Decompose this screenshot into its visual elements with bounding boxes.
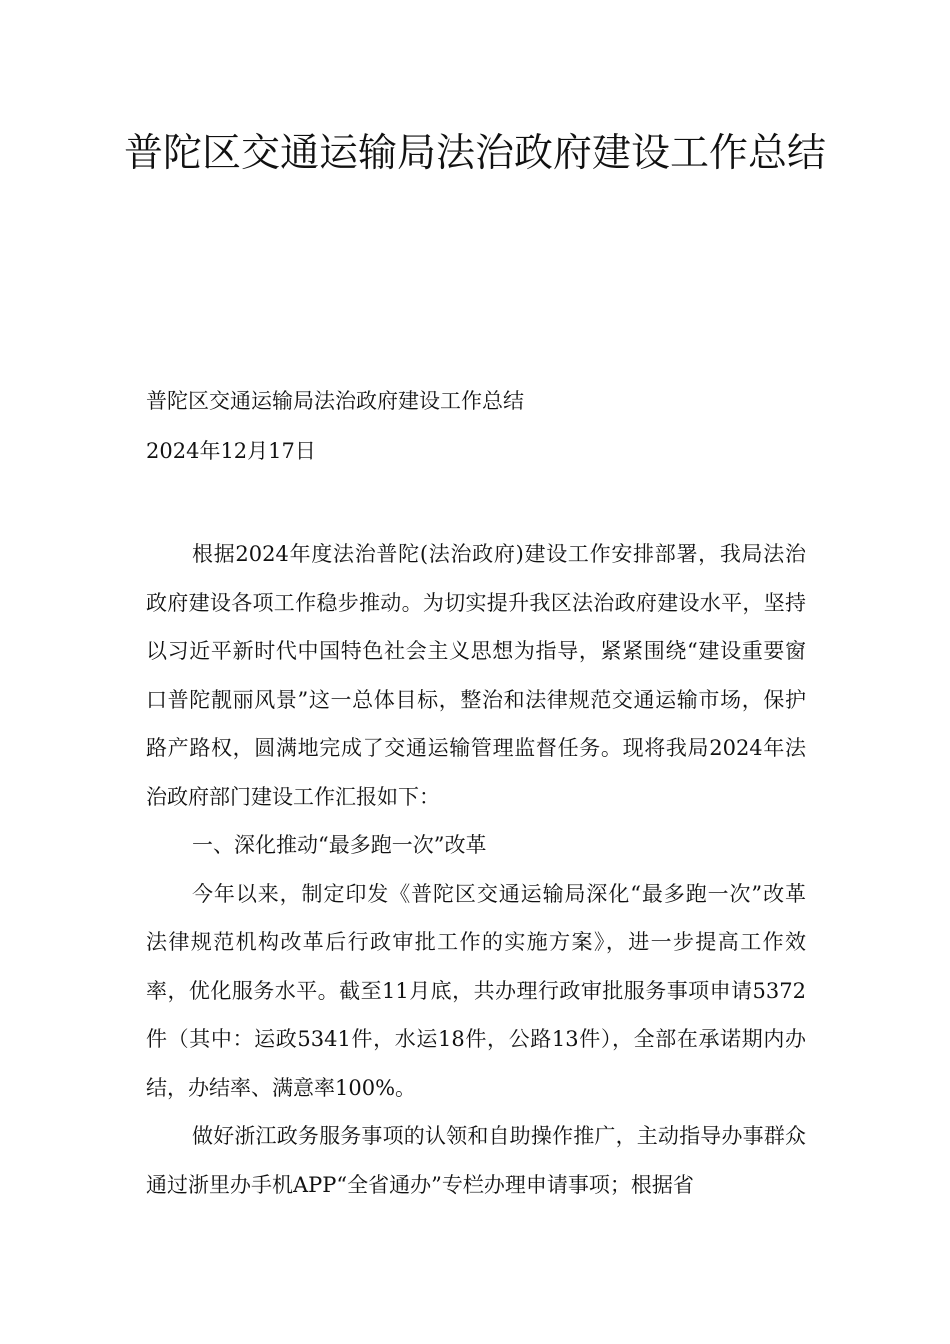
document-title: 普陀区交通运输局法治政府建设工作总结	[123, 131, 826, 176]
paragraph-services: 做好浙江政务服务事项的认领和自助操作推广，主动指导办事群众通过浙里办手机APP“全省通办”专栏办理申请事项；根据省	[146, 1124, 806, 1197]
paragraph-reform: 今年以来，制定印发《普陀区交通运输局深化“最多跑一次”改革 法律规范机构改革后行政审批工作的实施方案》，进一步提高工作效率，优化服务水平。截至11月底，共办理行政审批服务事项申请5372件（其中：运政5341件，水运18件，公路13件），全部在承诺期内办结，办结率、满意率100%。	[146, 881, 806, 1100]
document-date: 2024年12月17日	[146, 439, 316, 463]
document-subtitle: 普陀区交通运输局法治政府建设工作总结	[146, 389, 524, 413]
section-heading-1: 一、深化推动“最多跑一次”改革	[192, 833, 487, 857]
document-body	[146, 530, 806, 1209]
paragraph-intro: 根据2024年度法治普陀(法治政府)建设工作安排部署，我局法治政府建设各项工作稳步推动。为切实提升我区法治政府建设水平，坚持以习近平新时代中国特色社会主义思想为指导，紧紧围绕“建设重要窗口普陀靓丽风景”这一总体目标，整治和法律规范交通运输市场，保护路产路权，圆满地完成了交通运输管理监督任务。现将我局2024年法治政府部门建设工作汇报如下：	[146, 542, 806, 809]
